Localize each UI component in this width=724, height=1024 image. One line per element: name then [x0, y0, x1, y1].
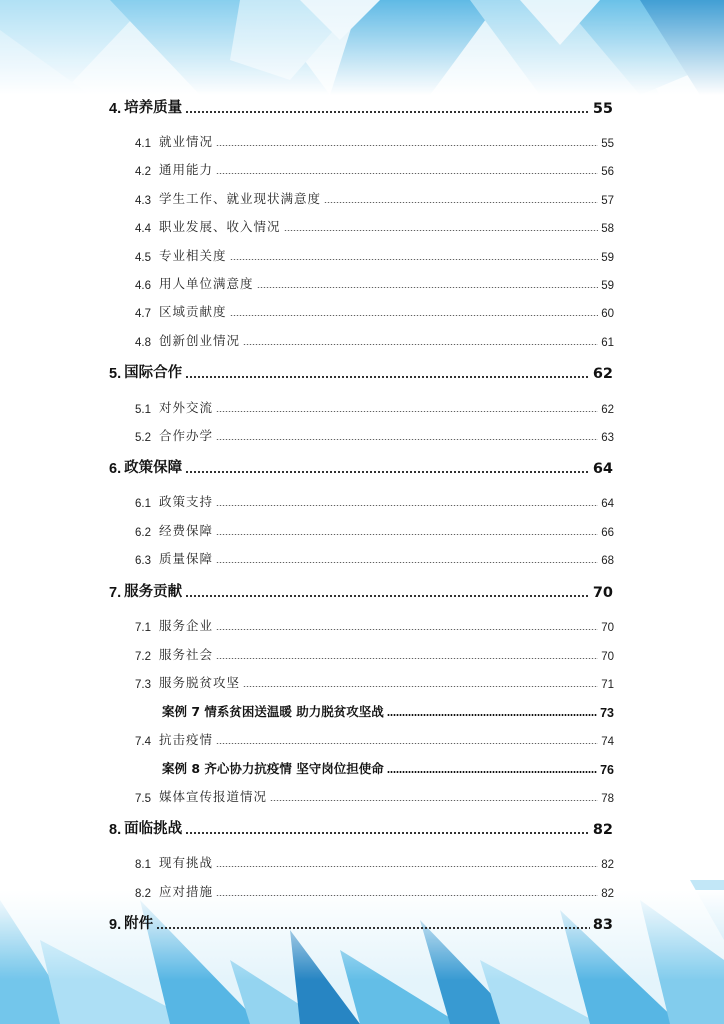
toc-title: 案例 7 情系贫困送温暖 助力脱贫攻坚战	[162, 704, 384, 719]
toc-page-number: 62	[601, 404, 614, 416]
toc-leader-dots	[216, 629, 598, 630]
toc-leader-dots	[216, 145, 598, 146]
toc-leader-dots	[185, 832, 590, 834]
toc-title: 通用能力	[159, 162, 214, 177]
toc-leader-dots	[216, 562, 598, 563]
toc-section-entry[interactable]	[0, 614, 724, 634]
toc-title: 国际合作	[124, 365, 183, 381]
toc-page-number: 63	[601, 432, 614, 444]
toc-chapter-entry[interactable]	[0, 457, 724, 477]
toc-chapter-entry[interactable]	[0, 362, 724, 382]
toc-leader-dots	[230, 315, 599, 316]
toc-leader-dots	[387, 714, 597, 716]
toc-chapter-entry[interactable]	[0, 97, 724, 117]
toc-page-number: 70	[601, 622, 614, 634]
toc-title: 政策保障	[124, 460, 183, 476]
toc-number: 4.6	[135, 280, 151, 292]
toc-number: 4.4	[135, 223, 151, 235]
toc-number: 7.2	[135, 651, 151, 663]
toc-section-entry[interactable]	[0, 244, 724, 264]
toc-title: 合作办学	[159, 428, 214, 443]
toc-title: 应对措施	[159, 884, 214, 899]
toc-title: 就业情况	[159, 134, 214, 149]
toc-section-entry[interactable]	[0, 880, 724, 900]
toc-title: 服务贡献	[124, 584, 183, 600]
toc-section-entry[interactable]	[0, 272, 724, 292]
toc-leader-dots	[257, 287, 599, 288]
toc-title: 用人单位满意度	[159, 276, 254, 291]
toc-section-entry[interactable]	[0, 728, 724, 748]
toc-page-number: 74	[601, 736, 614, 748]
toc-leader-dots	[243, 344, 598, 345]
toc-number: 4.	[109, 101, 122, 117]
toc-section-entry[interactable]	[0, 158, 724, 178]
toc-title: 服务企业	[159, 618, 214, 633]
toc-number: 4.3	[135, 195, 151, 207]
toc-page-number: 55	[592, 101, 613, 117]
toc-leader-dots	[284, 230, 599, 231]
toc-page-number: 82	[592, 822, 613, 838]
toc-page-number: 56	[601, 166, 614, 178]
toc-leader-dots	[216, 895, 598, 896]
toc-leader-dots	[185, 471, 590, 473]
toc-title: 区域贡献度	[159, 304, 227, 319]
toc-chapter-entry[interactable]	[0, 818, 724, 838]
toc-number: 6.	[109, 461, 122, 477]
toc-page-number: 59	[601, 280, 614, 292]
toc-leader-dots	[216, 505, 598, 506]
toc-leader-dots	[387, 771, 597, 773]
toc-leader-dots	[185, 376, 590, 378]
toc-title: 学生工作、就业现状满意度	[159, 191, 322, 206]
toc-title: 经费保障	[159, 523, 214, 538]
toc-page-number: 70	[601, 651, 614, 663]
toc-section-entry[interactable]	[0, 643, 724, 663]
toc-page-number: 62	[592, 366, 613, 382]
toc-number: 4.7	[135, 308, 151, 320]
toc-page-number: 76	[600, 763, 614, 777]
toc-title: 创新创业情况	[159, 333, 241, 348]
toc-chapter-entry[interactable]	[0, 913, 724, 933]
toc-number: 6.2	[135, 527, 151, 539]
toc-title: 质量保障	[159, 551, 214, 566]
toc-page-number: 83	[592, 917, 613, 933]
toc-leader-dots	[216, 743, 598, 744]
toc-title: 政策支持	[159, 494, 214, 509]
toc-number: 7.3	[135, 679, 151, 691]
toc-title: 职业发展、收入情况	[159, 219, 281, 234]
toc-title: 对外交流	[159, 400, 214, 415]
toc-page-number: 82	[601, 859, 614, 871]
toc-leader-dots	[243, 686, 598, 687]
toc-section-entry[interactable]	[0, 424, 724, 444]
toc-section-entry[interactable]	[0, 671, 724, 691]
toc-number: 7.	[109, 585, 122, 601]
toc-title: 专业相关度	[159, 248, 227, 263]
toc-leader-dots	[230, 259, 599, 260]
toc-section-entry[interactable]	[0, 785, 724, 805]
toc-number: 4.2	[135, 166, 151, 178]
toc-leader-dots	[185, 111, 590, 113]
toc-leader-dots	[216, 173, 598, 174]
toc-number: 6.1	[135, 498, 151, 510]
toc-page-number: 71	[601, 679, 614, 691]
toc-page-number: 78	[601, 793, 614, 805]
toc-page-number: 66	[601, 527, 614, 539]
toc-title: 现有挑战	[159, 855, 214, 870]
toc-page-number: 55	[601, 138, 614, 150]
toc-case-entry[interactable]	[0, 700, 724, 720]
toc-number: 4.8	[135, 337, 151, 349]
toc-section-entry[interactable]	[0, 396, 724, 416]
toc-section-entry[interactable]	[0, 519, 724, 539]
toc-section-entry[interactable]	[0, 547, 724, 567]
toc-leader-dots	[216, 658, 598, 659]
toc-page-number: 70	[592, 585, 613, 601]
toc-page-number: 64	[601, 498, 614, 510]
toc-title: 服务社会	[159, 647, 214, 662]
toc-page-number: 64	[592, 461, 613, 477]
toc-number: 8.1	[135, 859, 151, 871]
toc-case-entry[interactable]	[0, 757, 724, 777]
toc-leader-dots	[185, 595, 590, 597]
toc-number: 7.1	[135, 622, 151, 634]
toc-page-number: 59	[601, 252, 614, 264]
toc-page-number: 61	[601, 337, 614, 349]
toc-leader-dots	[270, 800, 598, 801]
toc-page-number: 82	[601, 888, 614, 900]
toc-leader-dots	[216, 439, 598, 440]
toc-title: 抗击疫情	[159, 732, 214, 747]
toc-page-number: 60	[601, 308, 614, 320]
toc-title: 案例 8 齐心协力抗疫情 坚守岗位担使命	[162, 761, 384, 776]
toc-chapter-entry[interactable]	[0, 581, 724, 601]
toc-section-entry[interactable]	[0, 851, 724, 871]
toc-title: 培养质量	[124, 100, 183, 116]
toc-section-entry[interactable]	[0, 329, 724, 349]
toc-number: 5.	[109, 366, 122, 382]
toc-leader-dots	[156, 927, 590, 929]
toc-leader-dots	[216, 411, 598, 412]
toc-leader-dots	[216, 534, 598, 535]
toc-section-entry[interactable]	[0, 300, 724, 320]
toc-number: 4.1	[135, 138, 151, 150]
toc-number: 7.5	[135, 793, 151, 805]
toc-title: 媒体宣传报道情况	[159, 789, 268, 804]
toc-page-number: 57	[601, 195, 614, 207]
toc-section-entry[interactable]	[0, 215, 724, 235]
toc-title: 面临挑战	[124, 821, 183, 837]
toc-number: 4.5	[135, 252, 151, 264]
toc-number: 9.	[109, 917, 122, 933]
toc-number: 8.	[109, 822, 122, 838]
toc-number: 5.2	[135, 432, 151, 444]
toc-number: 6.3	[135, 555, 151, 567]
toc-section-entry[interactable]	[0, 490, 724, 510]
toc-leader-dots	[216, 866, 598, 867]
toc-number: 8.2	[135, 888, 151, 900]
toc-title: 服务脱贫攻坚	[159, 675, 241, 690]
toc-page-number: 68	[601, 555, 614, 567]
toc-number: 5.1	[135, 404, 151, 416]
toc-leader-dots	[324, 202, 598, 203]
toc-section-entry[interactable]	[0, 130, 724, 150]
toc-page-number: 73	[600, 706, 614, 720]
toc-title: 附件	[124, 916, 154, 932]
toc-page-number: 58	[601, 223, 614, 235]
toc-number: 7.4	[135, 736, 151, 748]
toc-section-entry[interactable]	[0, 187, 724, 207]
